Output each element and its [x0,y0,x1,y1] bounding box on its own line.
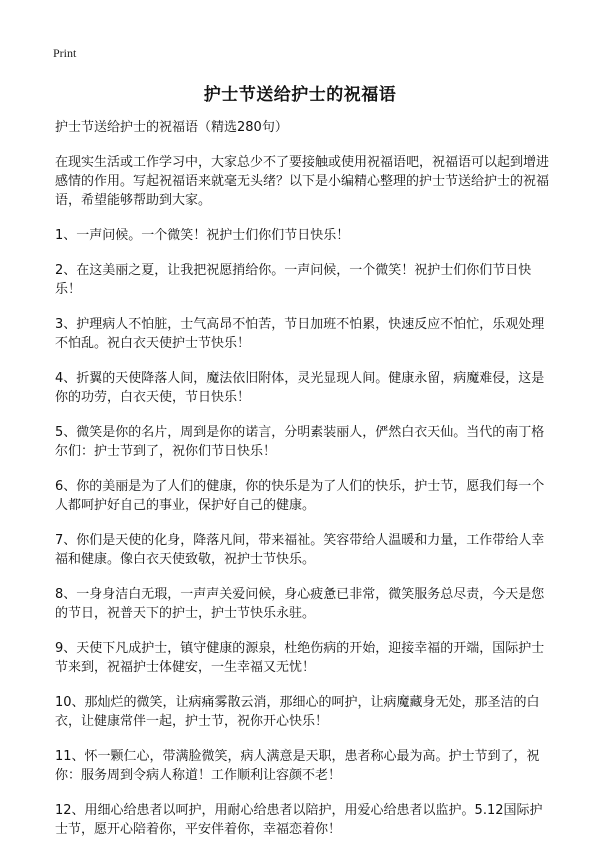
wish-item: 11、怀一颗仁心，带满脸微笑，病人满意是天职，患者称心最为高。护士节到了，祝你：服务周到令病人称道！工作顺利让容颜不老！ [55,749,540,783]
wish-item: 7、你们是天使的化身，降落凡间，带来福祉。笑容带给人温暖和力量，工作带给人幸福和健康。像白衣天使致敬，祝护士节快乐。 [55,533,545,567]
wish-item: 1、一声问候。一个微笑！祝护士们你们节日快乐！ [55,228,350,243]
print-label[interactable]: Print [53,46,77,60]
document-body [55,118,555,855]
wish-item: 12、用细心给患者以呵护，用耐心给患者以陪护，用爱心给患者以监护。5.12国际护士节，愿开心陪着你，平安伴着你，幸福恋着你！ [55,803,543,837]
page-title: 护士节送给护士的祝福语 [203,85,397,105]
wish-item: 8、一身身洁白无瑕，一声声关爱问候，身心疲惫已非常，微笑服务总尽责，今天是您的节日，祝普天下的护士，护士节快乐永驻。 [55,587,545,621]
document-subtitle: 护士节送给护士的祝福语（精选280句） [55,120,288,135]
wish-item: 3、护理病人不怕脏，士气高昂不怕苦，节日加班不怕累，快速反应不怕忙，乐观处理不怕乱。祝白衣天使护士节快乐！ [55,317,545,351]
wish-item: 9、天使下凡成护士，镇守健康的源泉，杜绝伤病的开始，迎接幸福的开端，国际护士节来到，祝福护士体健安，一生幸福又无忧！ [55,641,545,675]
wish-item: 5、微笑是你的名片，周到是你的诺言，分明素装丽人，俨然白衣天仙。当代的南丁格尔们：护士节到了，祝你们节日快乐！ [55,425,545,459]
wish-item: 2、在这美丽之夏，让我把祝愿捎给你。一声问候，一个微笑！祝护士们你们节日快乐！ [55,263,532,297]
wish-item: 6、你的美丽是为了人们的健康，你的快乐是为了人们的快乐，护士节，愿我们每一个人都呵护好自己的事业，保护好自己的健康。 [55,479,545,513]
wish-item: 10、那灿烂的微笑，让病痛雾散云消，那细心的呵护，让病魔藏身无处，那圣洁的白衣，让健康常伴一起，护士节，祝你开心快乐！ [55,695,540,729]
wish-item: 4、折翼的天使降落人间，魔法依旧附体，灵光显现人间。健康永留，病魔难侵，这是你的功劳，白衣天使，节日快乐！ [55,371,545,405]
intro-paragraph: 在现实生活或工作学习中，大家总少不了要接触或使用祝福语吧，祝福语可以起到增进感情的作用。写起祝福语来就毫无头绪？以下是小编精心整理的护士节送给护士的祝福语，希望能够帮助到大家。 [55,155,550,208]
